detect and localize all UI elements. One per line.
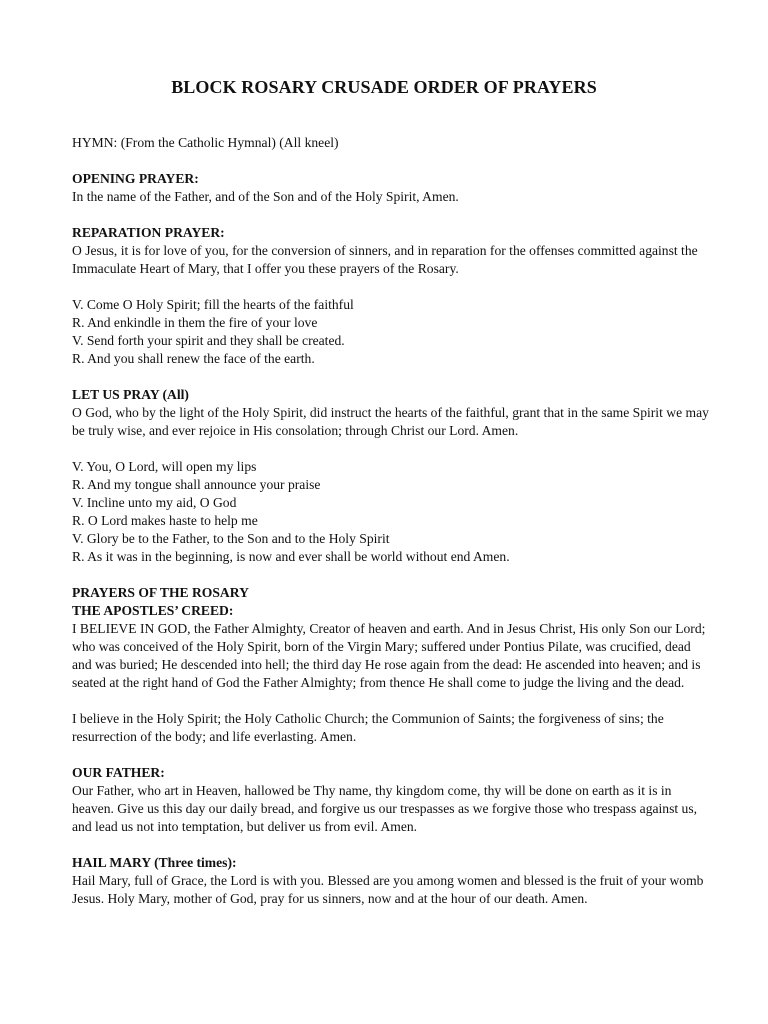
spacer — [72, 566, 712, 584]
spacer — [72, 278, 712, 296]
spacer — [72, 692, 712, 710]
spacer — [72, 746, 712, 764]
spacer — [72, 836, 712, 854]
hail-mary-text: Hail Mary, full of Grace, the Lord is with you. Blessed are you among women and blessed is the fruit of your womb Jesus. Holy Mary, mother of God, pray for us sinners, now and at the hour of our death. Amen. — [72, 873, 704, 906]
versicle-line: R. And you shall renew the face of the earth. — [72, 351, 315, 366]
prayers-of-rosary-heading: PRAYERS OF THE ROSARY — [72, 585, 249, 600]
apostles-creed-text: I BELIEVE IN GOD, the Father Almighty, Creator of heaven and earth. And in Jesus Christ, His only Son our Lord; who was conceived of the Holy Spirit, born of the Virgin Mary; suffered under Pontius Pilate, was crucified, dead and was buried; He descended into hell; the third day He rose again from the dead: He ascended into heaven; and is seated at the right hand of God the Father Almighty; from thence He shall come to judge the living and the dead. — [72, 621, 706, 690]
versicle-line: R. And my tongue shall announce your praise — [72, 477, 321, 492]
apostles-creed-heading: THE APOSTLES’ CREED: — [72, 603, 234, 618]
let-us-pray-text: O God, who by the light of the Holy Spirit, did instruct the hearts of the faithful, grant that in the same Spirit we may be truly wise, and ever rejoice in His consolation; through Christ our Lord. Amen. — [72, 405, 709, 438]
apostles-creed-text-2: I believe in the Holy Spirit; the Holy Catholic Church; the Communion of Saints; the forgiveness of sins; the resurrection of the body; and life everlasting. Amen. — [72, 711, 664, 744]
versicle-line: R. As it was in the beginning, is now and ever shall be world without end Amen. — [72, 549, 510, 564]
document-body — [72, 134, 712, 908]
versicle-line: R. O Lord makes haste to help me — [72, 513, 258, 528]
versicle-line: V. Incline unto my aid, O God — [72, 495, 237, 510]
document-title: BLOCK ROSARY CRUSADE ORDER OF PRAYERS — [171, 77, 597, 97]
versicle-line: V. Come O Holy Spirit; fill the hearts of the faithful — [72, 297, 354, 312]
our-father-heading: OUR FATHER: — [72, 765, 165, 780]
let-us-pray-heading: LET US PRAY (All) — [72, 387, 189, 402]
reparation-prayer-text: O Jesus, it is for love of you, for the conversion of sinners, and in reparation for the offenses committed against the Immaculate Heart of Mary, that I offer you these prayers of the Rosary. — [72, 243, 698, 276]
hymn-line: HYMN: (From the Catholic Hymnal) (All kneel) — [72, 135, 339, 150]
our-father-text: Our Father, who art in Heaven, hallowed be Thy name, thy kingdom come, thy will be done on earth as it is in heaven. Give us this day our daily bread, and forgive us our trespasses as we forgive those who trespass against us, and lead us not into temptation, but deliver us from evil. Amen. — [72, 783, 698, 834]
versicle-line: V. Glory be to the Father, to the Son and to the Holy Spirit — [72, 531, 390, 546]
versicle-line: V. Send forth your spirit and they shall be created. — [72, 333, 345, 348]
spacer — [72, 368, 712, 386]
versicle-line: R. And enkindle in them the fire of your love — [72, 315, 318, 330]
versicle-line: V. You, O Lord, will open my lips — [72, 459, 257, 474]
opening-prayer-text: In the name of the Father, and of the Son and of the Holy Spirit, Amen. — [72, 189, 459, 204]
spacer — [72, 440, 712, 458]
hail-mary-heading: HAIL MARY (Three times): — [72, 855, 237, 870]
reparation-prayer-heading: REPARATION PRAYER: — [72, 225, 225, 240]
opening-prayer-heading: OPENING PRAYER: — [72, 171, 199, 186]
spacer — [72, 206, 712, 224]
